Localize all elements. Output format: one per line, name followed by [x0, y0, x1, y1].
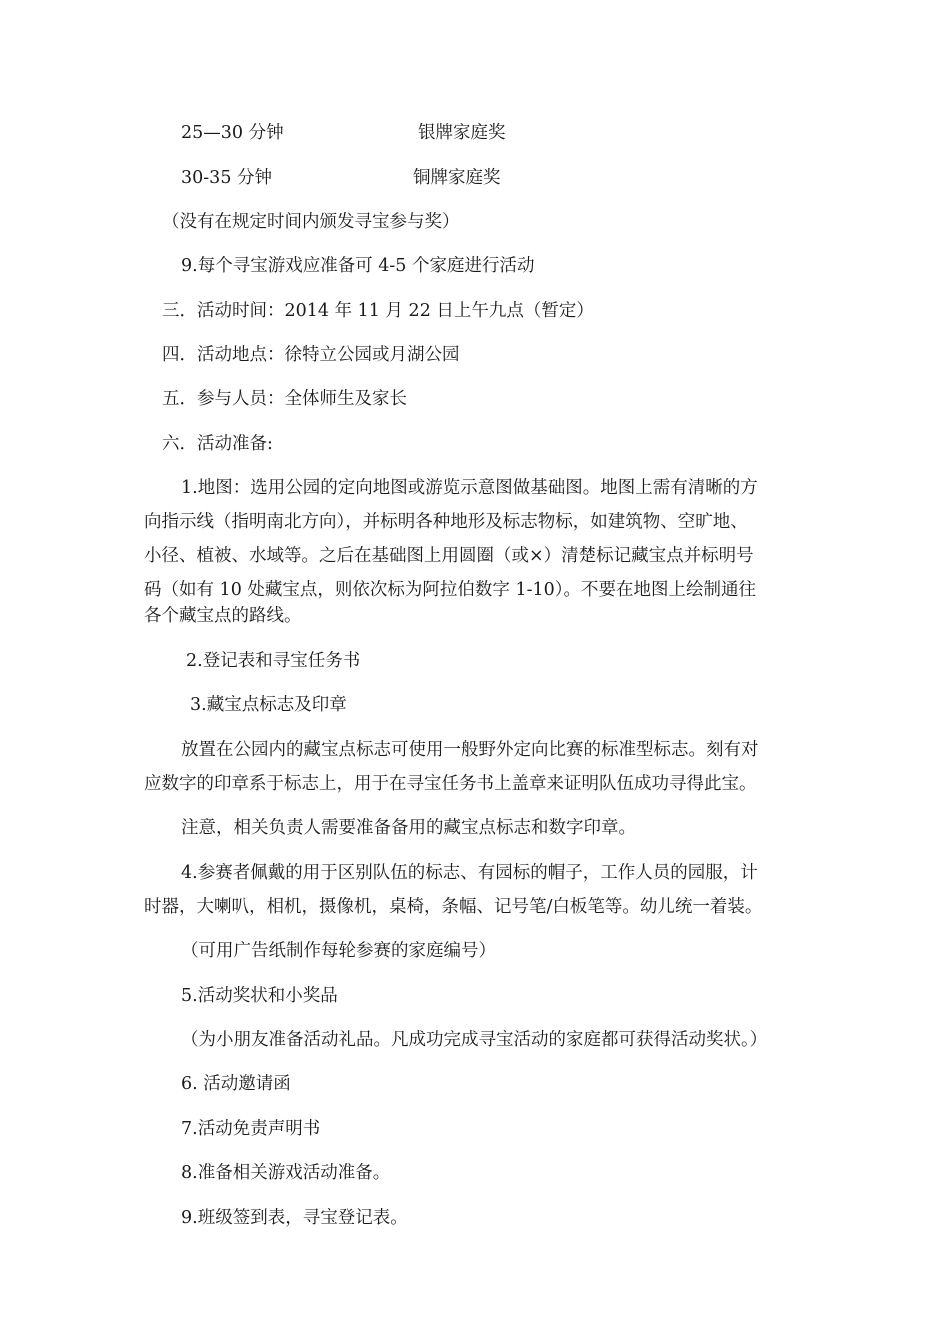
prep-3-detail-line-2: 应数字的印章系于标志上，用于在寻宝任务书上盖章来证明队伍成功寻得此宝。	[144, 774, 757, 794]
prep-3-detail-line-1: 放置在公园内的藏宝点标志可使用一般野外定向比赛的标准型标志。刻有对	[181, 740, 759, 760]
prep-6: 6. 活动邀请函	[181, 1074, 291, 1094]
prep-3-note: 注意，相关负责人需要准备备用的藏宝点标志和数字印章。	[181, 818, 636, 838]
section-time: 三．活动时间：2014 年 11 月 22 日上午九点（暂定）	[162, 301, 594, 321]
item-9-families: 9.每个寻宝游戏应准备可 4-5 个家庭进行活动	[181, 256, 535, 276]
prep-8: 8.准备相关游戏活动准备。	[181, 1163, 391, 1183]
prep-3: 3.藏宝点标志及印章	[190, 695, 347, 715]
prep-4-line-1: 4.参赛者佩戴的用于区别队伍的标志、有园标的帽子，工作人员的园服，计	[181, 863, 758, 883]
prep-5-note: （为小朋友准备活动礼品。凡成功完成寻宝活动的家庭都可获得活动奖状。）	[181, 1030, 768, 1050]
prep-map-line-2: 向指示线（指明南北方向），并标明各种地形及标志物标，如建筑物、空旷地、	[144, 512, 748, 532]
prep-map-line-1: 1.地图：选用公园的定向地图或游览示意图做基础图。地图上需有清晰的方	[181, 478, 758, 498]
prep-map-line-3: 小径、植被、水域等。之后在基础图上用圆圈（或×）清楚标记藏宝点并标明号	[144, 546, 754, 566]
section-place: 四．活动地点：徐特立公园或月湖公园	[162, 345, 460, 365]
prep-map-line-4: 码（如有 10 处藏宝点，则依次标为阿拉伯数字 1-10）。不要在地图上绘制通往	[144, 580, 757, 600]
prep-5: 5.活动奖状和小奖品	[181, 986, 338, 1006]
prep-4-note: （可用广告纸制作每轮参赛的家庭编号）	[181, 941, 496, 961]
section-people: 五．参与人员：全体师生及家长	[162, 389, 407, 409]
prep-2: 2.登记表和寻宝任务书	[186, 651, 361, 671]
prep-map-line-5: 各个藏宝点的路线。	[144, 606, 302, 626]
section-prep: 六．活动准备:	[162, 434, 273, 454]
prep-9: 9.班级签到表，寻宝登记表。	[181, 1208, 408, 1228]
award-row-2-time: 30-35 分钟	[181, 168, 273, 188]
prep-4-line-2: 时器，大喇叭，相机，摄像机，桌椅，条幅、记号笔/白板笔等。幼儿统一着装。	[144, 897, 763, 917]
prep-7: 7.活动免责声明书	[181, 1119, 321, 1139]
award-row-1-award: 银牌家庭奖	[418, 123, 506, 143]
award-row-1-time: 25—30 分钟	[181, 123, 284, 143]
award-note: （没有在规定时间内颁发寻宝参与奖）	[162, 212, 460, 232]
award-row-2-award: 铜牌家庭奖	[413, 168, 501, 188]
